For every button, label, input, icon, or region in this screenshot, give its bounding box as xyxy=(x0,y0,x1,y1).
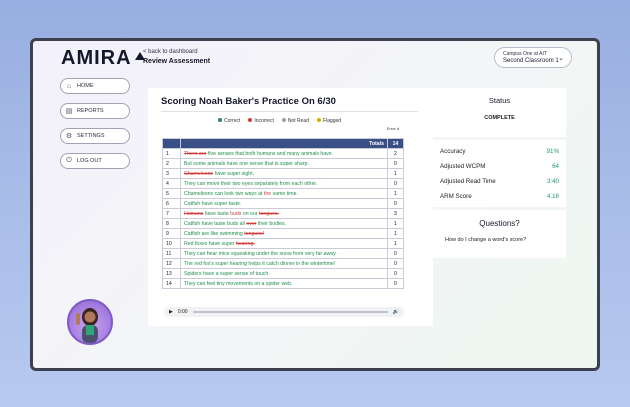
sentence-number: 2 xyxy=(163,159,181,169)
word-correct[interactable]: They can feel tiny movements on a spider web. xyxy=(184,280,293,287)
word-incorrect[interactable]: tongues! xyxy=(244,230,265,237)
nav-reports-button[interactable] xyxy=(60,103,130,119)
nav-label: REPORTS xyxy=(77,108,104,114)
error-count: 1 xyxy=(388,219,404,229)
word-incorrect[interactable]: Chameleons xyxy=(184,170,214,177)
word-correct[interactable]: The red fox's super hearing helps it catch dinner in the wintertime! xyxy=(184,260,336,267)
campus-selector[interactable] xyxy=(494,47,572,68)
logout-icon: ⏻ xyxy=(66,157,72,164)
status-title: Status xyxy=(488,96,511,105)
sentence-text[interactable] xyxy=(181,269,388,279)
legend-incorrect: Incorrect xyxy=(248,118,273,124)
sentence-number: 5 xyxy=(163,189,181,199)
sentence-number: 9 xyxy=(163,229,181,239)
sentence-number: 7 xyxy=(163,209,181,219)
back-to-dashboard-link[interactable]: < back to dashboard xyxy=(143,49,198,55)
sentence-row[interactable] xyxy=(163,229,404,239)
word-incorrect[interactable]: Humans xyxy=(184,210,204,217)
word-incorrect[interactable]: There are xyxy=(184,150,207,157)
legend-correct: Correct xyxy=(218,118,240,124)
nav-label: HOME xyxy=(77,83,94,89)
amira-logo: AMIRA xyxy=(61,47,145,70)
word-correct[interactable]: have taste xyxy=(203,210,231,217)
word-correct[interactable]: on our xyxy=(241,210,259,217)
sentence-number: 10 xyxy=(163,239,181,249)
sentence-number: 4 xyxy=(163,179,181,189)
error-count: 3 xyxy=(388,209,404,219)
legend-flagged: Flagged xyxy=(317,118,341,124)
word-correct[interactable]: their bodies. xyxy=(256,220,287,227)
campus-name: Campus One at AIT xyxy=(503,51,547,57)
sentence-text[interactable] xyxy=(181,249,388,259)
chevron-down-icon: ⌄ xyxy=(558,55,564,62)
scoring-report-card xyxy=(148,88,433,326)
score-legend xyxy=(218,118,341,124)
nav-label: SETTINGS xyxy=(77,133,105,139)
error-count: 0 xyxy=(388,159,404,169)
error-count: 0 xyxy=(388,199,404,209)
word-correct[interactable]: They can hear mice squeaking under the snow from very far away. xyxy=(184,250,337,257)
reports-icon: ▤ xyxy=(65,108,73,115)
sentence-row[interactable] xyxy=(163,159,404,169)
error-count: 0 xyxy=(388,269,404,279)
totals-row xyxy=(163,139,404,149)
word-incorrect[interactable]: over xyxy=(246,220,257,227)
word-correct[interactable]: Chameleons can look two ways at xyxy=(184,190,264,197)
word-incorrect[interactable]: buds xyxy=(230,210,242,217)
sentence-text[interactable] xyxy=(181,189,388,199)
status-card xyxy=(433,88,566,137)
sentence-text[interactable] xyxy=(181,149,388,159)
gear-icon: ⚙ xyxy=(65,133,73,140)
nav-settings-button[interactable] xyxy=(60,128,130,144)
sentence-row[interactable] xyxy=(163,209,404,219)
error-count: 1 xyxy=(388,169,404,179)
sentence-text[interactable] xyxy=(181,279,388,289)
divider xyxy=(161,111,418,112)
error-column-header: Error # xyxy=(386,126,400,131)
sentence-number: 14 xyxy=(163,279,181,289)
nav-home-button[interactable] xyxy=(60,78,130,94)
word-correct[interactable]: have super sight. xyxy=(213,170,255,177)
sentence-number: 13 xyxy=(163,269,181,279)
sentence-text[interactable] xyxy=(181,219,388,229)
stat-adjusted-read-time: Adjusted Read Time 3:40 xyxy=(440,178,559,185)
sentence-text[interactable] xyxy=(181,169,388,179)
sentence-text[interactable] xyxy=(181,179,388,189)
sentence-text[interactable] xyxy=(181,199,388,209)
error-count: 0 xyxy=(388,249,404,259)
sentence-number: 6 xyxy=(163,199,181,209)
classroom-name: Second Classroom 1 xyxy=(503,58,559,64)
report-title: Scoring Noah Baker's Practice On 6/30 xyxy=(161,96,336,107)
word-correct[interactable]: Catfish are like swimming xyxy=(184,230,245,237)
change-score-help-link[interactable]: How do I change a word's score? xyxy=(445,237,527,243)
word-correct[interactable]: five senses that both humans and many animals have. xyxy=(206,150,334,157)
sentence-row[interactable] xyxy=(163,149,404,159)
questions-title: Questions? xyxy=(479,219,520,228)
totals-value: 14 xyxy=(388,139,404,149)
sentence-row[interactable] xyxy=(163,279,404,289)
word-correct[interactable]: Catfish have super taste. xyxy=(184,200,242,207)
error-count: 2 xyxy=(388,149,404,159)
word-correct[interactable]: same time. xyxy=(271,190,298,197)
word-correct[interactable]: Spiders have a super sense of touch. xyxy=(184,270,270,277)
word-correct[interactable]: They can move their two eyes separately from each other. xyxy=(184,180,318,187)
sentence-row[interactable] xyxy=(163,179,404,189)
error-count: 1 xyxy=(388,229,404,239)
word-incorrect[interactable]: tongues. xyxy=(259,210,279,217)
error-count: 0 xyxy=(388,259,404,269)
sentence-row[interactable] xyxy=(163,169,404,179)
audio-progress-track[interactable] xyxy=(193,311,388,313)
word-correct[interactable]: Catfish have taste buds all xyxy=(184,220,247,227)
stats-card xyxy=(433,140,566,207)
sentence-text[interactable] xyxy=(181,239,388,249)
status-value: COMPLETE xyxy=(484,115,515,121)
error-count: 1 xyxy=(388,189,404,199)
stat-adjusted-wcpm: Adjusted WCPM 64 xyxy=(440,163,559,170)
sentence-number: 12 xyxy=(163,259,181,269)
sentence-row[interactable] xyxy=(163,249,404,259)
sentence-row[interactable] xyxy=(163,259,404,269)
audio-player[interactable] xyxy=(164,307,404,317)
sentence-text[interactable] xyxy=(181,259,388,269)
sentence-text[interactable] xyxy=(181,209,388,219)
error-count: 1 xyxy=(388,239,404,249)
sentence-row[interactable] xyxy=(163,219,404,229)
play-icon[interactable]: ▶ xyxy=(169,309,173,315)
sentence-number: 8 xyxy=(163,219,181,229)
sentence-row[interactable] xyxy=(163,239,404,249)
stat-arm-score: ARM Score 4.16 xyxy=(440,193,559,200)
totals-label: Totals xyxy=(181,139,388,149)
volume-icon[interactable]: 🔊 xyxy=(392,309,399,315)
word-correct[interactable]: Red foxes have super xyxy=(184,240,236,247)
app-window xyxy=(30,38,600,371)
audio-time: 0:00 xyxy=(177,309,188,315)
nav-label: LOG OUT xyxy=(77,158,102,164)
sentence-text[interactable] xyxy=(181,159,388,169)
sentence-number: 1 xyxy=(163,149,181,159)
error-count: 0 xyxy=(388,179,404,189)
word-incorrect[interactable]: hearing. xyxy=(235,240,255,247)
error-count: 0 xyxy=(388,279,404,289)
sentence-number: 11 xyxy=(163,249,181,259)
questions-card xyxy=(433,210,566,258)
home-icon: ⌂ xyxy=(66,82,72,90)
stat-accuracy: Accuracy 91% xyxy=(440,148,559,155)
word-correct[interactable]: But some animals have one sense that is super sharp. xyxy=(184,160,309,167)
amira-character-illustration xyxy=(69,301,111,343)
page-title: Review Assessment xyxy=(143,58,211,65)
word-incorrect[interactable]: the xyxy=(263,190,272,197)
sentence-row[interactable] xyxy=(163,189,404,199)
nav-logout-button[interactable] xyxy=(60,153,130,169)
sentence-row[interactable] xyxy=(163,199,404,209)
sentence-row[interactable] xyxy=(163,269,404,279)
legend-not-read: Not Read xyxy=(282,118,309,124)
amira-avatar[interactable] xyxy=(67,299,113,345)
sentence-text[interactable] xyxy=(181,229,388,239)
sentence-table xyxy=(162,138,404,289)
sentence-number: 3 xyxy=(163,169,181,179)
